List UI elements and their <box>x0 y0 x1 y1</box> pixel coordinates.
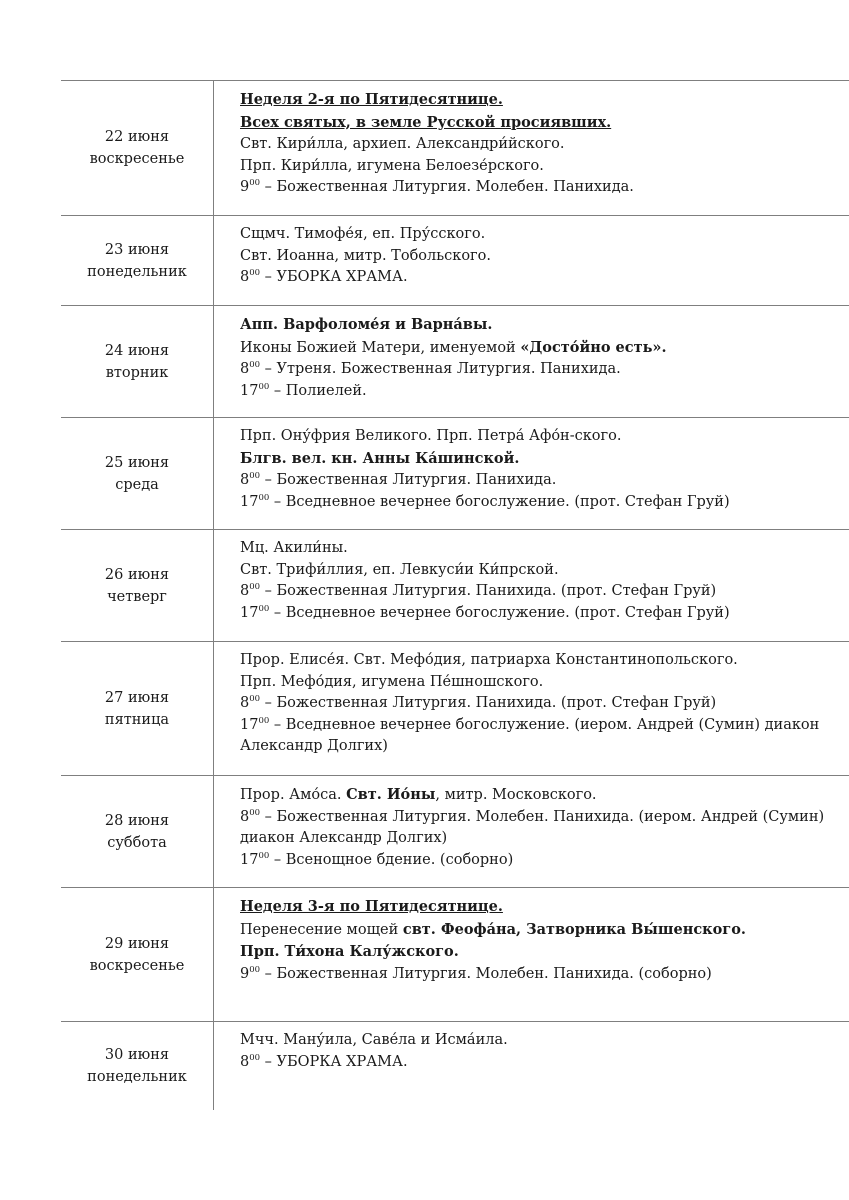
service-line <box>240 715 849 758</box>
service-line <box>240 359 849 381</box>
services-cell <box>214 776 849 887</box>
schedule-row <box>61 306 849 418</box>
text-fragment: Сщмч. Тимофе́я, еп. Пру́сского. <box>240 226 486 242</box>
text-fragment: Свт. Иоанна, митр. Тобольского. <box>240 247 491 264</box>
date-cell <box>61 418 214 529</box>
text-fragment: Перенесение мощей <box>240 921 403 938</box>
schedule-row <box>61 418 849 530</box>
schedule-table <box>61 80 849 1110</box>
text-fragment: Прор. Елисе́я. Свт. Мефо́дия, патриарха Константинопольского. <box>240 652 738 668</box>
text-fragment: – Божественная Литургия. Панихида. (прот. Стефан Груй) <box>260 695 717 711</box>
text-fragment: 17 <box>240 604 259 621</box>
service-line <box>240 177 849 199</box>
service-line <box>240 112 849 135</box>
text-fragment: – Утреня. Божественная Литургия. Панихида. <box>260 361 621 377</box>
text-fragment: 8 <box>240 808 250 825</box>
service-line <box>240 693 849 715</box>
time-superscript: 00 <box>249 471 261 481</box>
schedule-row <box>61 642 849 776</box>
text-fragment: – Божественная Литургия. Молебен. Панихида. (соборно) <box>260 965 712 982</box>
text-fragment: Мчч. Ману́ила, Саве́ла и Исма́ила. <box>240 1032 508 1048</box>
date-cell <box>61 306 214 417</box>
service-line <box>240 426 849 448</box>
date-cell <box>61 888 214 1021</box>
service-line <box>240 448 849 471</box>
service-line <box>240 156 849 178</box>
time-superscript: 00 <box>249 178 261 188</box>
text-fragment: Иконы Божией Матери, именуемой <box>240 339 521 356</box>
service-line <box>240 224 849 246</box>
date-cell <box>61 776 214 887</box>
text-fragment: Неделя 3-я по Пятидесятнице. <box>240 898 503 915</box>
date-text: 25 июня <box>104 454 170 471</box>
date-cell <box>61 642 214 775</box>
date-cell <box>61 81 214 215</box>
service-line <box>240 784 849 807</box>
weekday-text: вторник <box>105 364 169 381</box>
schedule-row <box>61 888 849 1022</box>
services-cell <box>214 642 849 775</box>
weekday-text: воскресенье <box>89 151 185 167</box>
text-fragment: – УБОРКА ХРАМА. <box>260 1053 408 1070</box>
text-fragment: Прп. Ону́фрия Великого. Прп. Петра́ Афо́н-ского. <box>240 428 622 444</box>
text-fragment: Свт. Кири́лла, архиеп. Александри́йского. <box>240 136 565 152</box>
date-cell <box>61 530 214 641</box>
service-line <box>240 603 849 625</box>
service-line <box>240 560 849 582</box>
text-fragment: Прп. Ти́хона Калу́жского. <box>240 943 459 960</box>
service-line <box>240 470 849 492</box>
service-line <box>240 246 849 268</box>
text-fragment: – Вседневное вечернее богослужение. (иером. Андрей (Сумин) диакон Александр Долгих) <box>240 716 820 754</box>
text-fragment: Свт. Ио́ны <box>346 786 436 803</box>
text-fragment: 17 <box>240 382 259 399</box>
text-fragment: 9 <box>240 965 250 982</box>
text-fragment: 17 <box>240 851 259 868</box>
service-line <box>240 314 849 337</box>
services-cell <box>214 888 849 1021</box>
time-superscript: 00 <box>258 715 270 726</box>
text-fragment: 17 <box>240 493 259 510</box>
text-fragment: 8 <box>240 269 250 285</box>
weekday-text: пятница <box>104 711 170 728</box>
text-fragment: 8 <box>240 1053 250 1070</box>
services-cell <box>214 306 849 417</box>
text-fragment: Блгв. вел. кн. Анны Ка́шинской. <box>240 449 520 467</box>
text-fragment: 8 <box>240 472 250 488</box>
schedule-row <box>61 216 849 306</box>
service-line <box>240 919 849 942</box>
time-superscript: 00 <box>258 850 270 861</box>
text-fragment: Мц. Акили́ны. <box>240 540 348 556</box>
date-text: 26 июня <box>104 566 170 583</box>
text-fragment: – Полиелей. <box>269 382 367 399</box>
weekday-text: четверг <box>107 588 167 605</box>
service-line <box>240 492 849 514</box>
service-line <box>240 581 849 603</box>
service-line <box>240 964 849 986</box>
text-fragment: – Божественная Литургия. Молебен. Панихида. <box>260 179 634 195</box>
time-superscript: 00 <box>249 964 261 975</box>
date-text: 22 июня <box>104 129 170 145</box>
text-fragment: свт. Феофа́на, Затворника Вы́шенского. <box>402 920 746 938</box>
service-line <box>240 650 849 672</box>
services-cell <box>214 530 849 641</box>
text-fragment: Всех святых, в земле Русской просиявших. <box>240 113 612 131</box>
weekday-text: понедельник <box>87 263 187 280</box>
date-cell <box>61 216 214 305</box>
text-fragment: 8 <box>240 583 250 599</box>
text-fragment: Прп. Мефо́дия, игумена Пе́шношского. <box>240 673 544 690</box>
text-fragment: – Вседневное вечернее богослужение. (прот. Стефан Груй) <box>269 493 730 510</box>
weekday-text: воскресенье <box>89 957 185 974</box>
text-fragment: – УБОРКА ХРАМА. <box>260 269 408 285</box>
weekday-text: понедельник <box>87 1069 187 1085</box>
text-fragment: – Вседневное вечернее богослужение. (прот. Стефан Груй) <box>269 604 730 621</box>
schedule-row <box>61 1022 849 1110</box>
text-fragment: «Досто́йно есть». <box>520 338 667 356</box>
text-fragment: Прп. Кири́лла, игумена Белоезе́рского. <box>240 157 544 174</box>
time-superscript: 00 <box>249 694 261 704</box>
services-cell <box>214 418 849 529</box>
service-line <box>240 381 849 403</box>
weekday-text: суббота <box>107 834 167 851</box>
text-fragment: – Божественная Литургия. Молебен. Панихида. (иером. Андрей (Сумин) диакон Александр Долгих) <box>240 808 825 846</box>
services-cell <box>214 81 849 215</box>
time-superscript: 00 <box>258 381 270 392</box>
service-line <box>240 807 849 850</box>
weekday-text: среда <box>115 476 159 493</box>
text-fragment: 17 <box>240 716 259 733</box>
time-superscript: 00 <box>249 582 261 592</box>
date-text: 28 июня <box>104 812 170 829</box>
services-cell <box>214 1022 849 1110</box>
time-superscript: 00 <box>249 1052 261 1063</box>
service-line <box>240 1052 849 1074</box>
text-fragment: 8 <box>240 695 250 711</box>
date-text: 27 июня <box>104 689 170 706</box>
schedule-row <box>61 81 849 216</box>
service-line <box>240 672 849 694</box>
time-superscript: 00 <box>249 360 261 370</box>
time-superscript: 00 <box>258 492 270 503</box>
date-cell <box>61 1022 214 1110</box>
time-superscript: 00 <box>249 268 261 278</box>
text-fragment: Неделя 2-я по Пятидесятнице. <box>240 91 503 108</box>
text-fragment: Прор. Амо́са. <box>240 787 347 803</box>
time-superscript: 00 <box>258 603 270 614</box>
date-text: 24 июня <box>104 342 170 359</box>
service-line <box>240 337 849 360</box>
service-line <box>240 850 849 872</box>
text-fragment: – Божественная Литургия. Панихида. (прот. Стефан Груй) <box>260 583 717 599</box>
time-superscript: 00 <box>249 807 261 818</box>
service-line <box>240 1030 849 1052</box>
service-line <box>240 267 849 289</box>
text-fragment: 9 <box>240 179 250 195</box>
text-fragment: – Божественная Литургия. Панихида. <box>260 472 557 488</box>
schedule-row <box>61 776 849 888</box>
text-fragment: Свт. Трифи́ллия, еп. Левкуси́и Ки́прской. <box>240 561 559 578</box>
service-line <box>240 134 849 156</box>
service-line <box>240 89 849 112</box>
services-cell <box>214 216 849 305</box>
service-line <box>240 896 849 919</box>
service-line <box>240 941 849 964</box>
date-text: 23 июня <box>104 241 170 258</box>
text-fragment: – Всенощное бдение. (соборно) <box>269 851 514 868</box>
text-fragment: 8 <box>240 361 250 377</box>
date-text: 30 июня <box>104 1047 170 1063</box>
text-fragment: Апп. Варфоломе́я и Варна́вы. <box>240 316 493 333</box>
schedule-row <box>61 530 849 642</box>
service-line <box>240 538 849 560</box>
text-fragment: , митр. Московского. <box>435 787 597 803</box>
date-text: 29 июня <box>104 935 170 952</box>
